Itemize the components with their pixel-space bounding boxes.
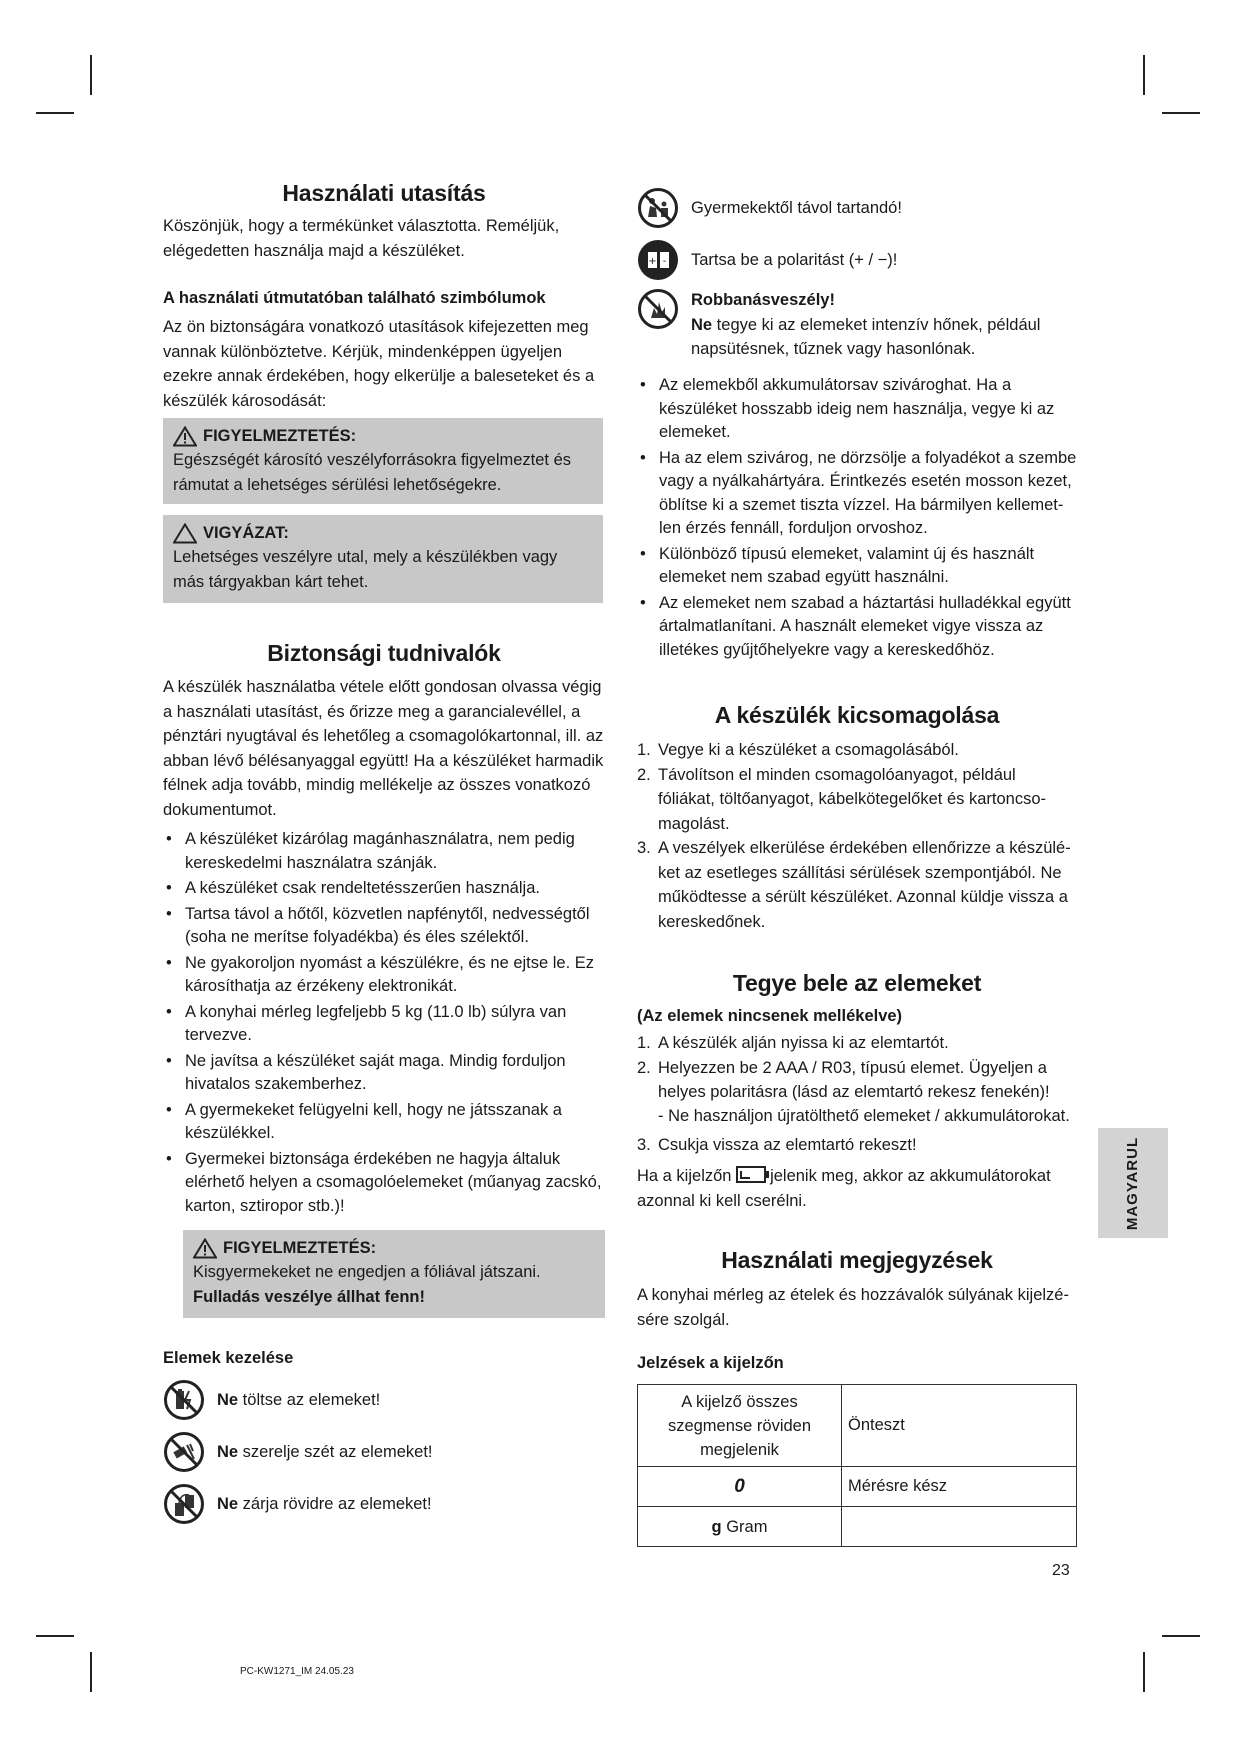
table-row	[638, 1385, 1077, 1467]
svg-text:+: +	[648, 256, 657, 267]
battery-icon-row	[163, 1378, 605, 1422]
list-item: • Ne javítsa a készüléket saját maga. Mindig forduljon hivatalos szakemberhez.	[163, 1050, 605, 1097]
table-cell: Mérésre kész	[842, 1467, 1077, 1507]
notes-title: Használati megjegyzések	[721, 1247, 993, 1273]
warning-triangle-icon	[173, 426, 197, 447]
warning-box-head	[173, 424, 593, 448]
caution-box-label: VIGYÁZAT:	[203, 524, 289, 542]
warning-box	[163, 418, 603, 504]
list-item: • Ne gyakoroljon nyomást a készülékre, és ne ejtse le. Ez károsíthatja az érzékeny elektronikát.	[163, 952, 605, 999]
battery-bullet-list	[637, 374, 1077, 664]
caution-triangle-icon	[173, 523, 197, 544]
list-item: • A készüléket kizárólag magánhasználatra, nem pedig kereskedelmi használatra szánják.	[163, 828, 605, 875]
list-item: • Az elemeket nem szabad a háztartási hulladékkal együtt ártalmatlanítani. A használt elemeket vigye vissza az illetékes gyűjtőhelyekre vagy a kereskedőhöz.	[637, 592, 1077, 663]
explosion-text-block	[691, 288, 1077, 362]
no-short-circuit-icon	[163, 1483, 205, 1525]
insert-step-3	[637, 1133, 1077, 1158]
battery-icon-row	[163, 1430, 605, 1474]
explosion-row	[637, 288, 1077, 362]
unpack-steps	[637, 738, 1077, 934]
low-battery-text: Ha a kijelzőn jelenik meg, akkor az akkumulátorokat azonnal ki kell cserélni.	[637, 1167, 1051, 1210]
list-item: • Tartsa távol a hőtől, közvetlen napfénytől, nedvességtől (soha ne merítse folyadékba) és éles szélektől.	[163, 903, 605, 950]
crop-mark	[1162, 112, 1200, 114]
table-cell	[842, 1507, 1077, 1547]
polarity-icon	[637, 239, 679, 281]
polarity-icon-row	[637, 238, 897, 282]
notes-text: A konyhai mérleg az ételek és hozzávalók súlyának kijelzé-sére szolgál.	[637, 1286, 1069, 1329]
list-item: • Az elemekből akkumulátorsav szivároghat. Ha a készüléket hosszabb ideig nem használja, vegye ki az elemeket.	[637, 374, 1077, 445]
crop-mark	[1143, 55, 1145, 95]
svg-text:-: -	[662, 256, 667, 267]
intro-text: Köszönjük, hogy a termékünket választotta. Reméljük, elégedetten használja majd a készüléket.	[163, 217, 560, 260]
page-number: 23	[1052, 1562, 1070, 1579]
battery-icon-list	[163, 1378, 605, 1526]
warning-triangle-icon	[193, 1238, 217, 1259]
table-cell: 0	[638, 1467, 842, 1507]
battery-icon-row	[163, 1482, 605, 1526]
polarity-text: Tartsa be a polaritást (+ / −)!	[691, 250, 898, 269]
warning-box-2-bold: Fulladás veszélye állhat fenn!	[193, 1287, 425, 1306]
table-row	[638, 1467, 1077, 1507]
crop-mark	[90, 55, 92, 95]
list-item: • Különböző típusú elemeket, valamint új és használt elemeket nem szabad együtt használni.	[637, 543, 1077, 590]
display-heading: Jelzések a kijelzőn	[637, 1354, 784, 1372]
crop-mark	[36, 112, 74, 114]
language-tab-label: MAGYARUL	[1124, 1136, 1142, 1230]
list-item: 2. Helyezzen be 2 AAA / R03, típusú elemet. Ügyeljen a helyes polaritásra (lásd az elemtartó rekesz fenekén)!	[637, 1058, 1050, 1101]
list-item: 1. Vegye ki a készüléket a csomagolásából.	[637, 741, 959, 759]
list-item: 2. Távolítson el minden csomagolóanyagot, például fóliákat, töltőanyagot, kábelkötegelőket és kartoncso-magolást.	[637, 765, 1046, 833]
unpack-title: A készülék kicsomagolása	[714, 702, 1000, 728]
crop-mark	[90, 1652, 92, 1692]
footer-code: PC-KW1271_IM 24.05.23	[240, 1666, 354, 1677]
caution-box-head	[173, 521, 593, 545]
children-text: Gyermekektől távol tartandó!	[691, 198, 902, 217]
page-title: Használati utasítás	[282, 180, 486, 206]
language-tab	[1098, 1128, 1168, 1238]
safety-title: Biztonsági tudnivalók	[267, 640, 501, 666]
table-cell: Önteszt	[842, 1385, 1077, 1467]
symbols-heading: A használati útmutatóban található szimbólumok	[163, 289, 546, 307]
safety-intro: A készülék használatba vétele előtt gondosan olvassa végig a használati utasítást, és őrizze meg a garancialevéllel, a pénztári nyugtával és lehetőleg a csomagolókartonnal, ill. az abban lévő bélésanyaggal együtt! Ha a készüléket harmadik félnek adja tovább, mindig mellékelje az összes vonatkozó dokumentumot.	[163, 678, 604, 819]
safety-bullet-list	[163, 828, 605, 1220]
explosion-heading: Robbanásveszély!	[691, 291, 835, 309]
insert-title: Tegye bele az elemeket	[732, 970, 982, 996]
list-item: • Ha az elem szivárog, ne dörzsölje a folyadékot a szembe vagy a nyálkahártyára. Érintkezés esetén mosson kezet, öblítse ki a szemet tiszta vízzel. Ha bármilyen kellemet-len érzés fennáll, forduljon orvoshoz.	[637, 447, 1077, 541]
low-battery-icon	[736, 1166, 770, 1183]
crop-mark	[36, 1635, 74, 1637]
warning-box-2-text: Kisgyermekeket ne engedjen a fóliával játszani.	[193, 1263, 541, 1281]
children-icon-row	[637, 186, 902, 230]
explosion-text: Ne tegye ki az elemeket intenzív hőnek, például napsütésnek, tűznek vagy hasonlónak.	[691, 315, 1041, 358]
list-item: • A gyermekeket felügyelni kell, hogy ne játsszanak a készülékkel.	[163, 1099, 605, 1146]
caution-box-text: Lehetséges veszélyre utal, mely a készülékben vagy más tárgyakban kárt tehet.	[173, 548, 558, 591]
list-item: 3. Csukja vissza az elemtartó rekeszt!	[637, 1136, 917, 1154]
display-table	[637, 1384, 1077, 1547]
list-item: • A konyhai mérleg legfeljebb 5 kg (11.0 lb) súlyra van tervezve.	[163, 1001, 605, 1048]
warning-box-2-head	[193, 1236, 595, 1260]
table-cell: g Gram	[638, 1507, 842, 1547]
list-item: 1. A készülék alján nyissa ki az elemtartót.	[637, 1034, 949, 1052]
crop-mark	[1162, 1635, 1200, 1637]
insert-steps	[637, 1031, 1077, 1105]
list-item: • A készüléket csak rendeltetésszerűen használja.	[163, 877, 605, 901]
keep-away-children-icon	[637, 187, 679, 229]
battery-heading: Elemek kezelése	[163, 1349, 294, 1367]
caution-box	[163, 515, 603, 603]
battery-icon-text: Ne szerelje szét az elemeket!	[217, 1442, 433, 1461]
warning-box-2-label: FIGYELMEZTETÉS:	[223, 1239, 377, 1257]
insert-note: (Az elemek nincsenek mellékelve)	[637, 1007, 903, 1025]
no-disassemble-icon	[163, 1431, 205, 1473]
no-charge-icon	[163, 1379, 205, 1421]
list-item: 3. A veszélyek elkerülése érdekében ellenőrizze a készülé-ket az esetleges szállítási sérülések szempontjából. Ne működtesse a sérült készüléket. Azonnal küldje vissza a kereskedőnek.	[637, 839, 1071, 931]
battery-icon-text: Ne zárja rövidre az elemeket!	[217, 1494, 432, 1513]
warning-box-2	[183, 1230, 605, 1318]
battery-icon-text: Ne töltse az elemeket!	[217, 1390, 381, 1409]
list-item: • Gyermekei biztonsága érdekében ne hagyja általuk elérhető helyen a csomagolóelemeket (műanyag zacskó, karton, sztiropor stb.)!	[163, 1148, 605, 1219]
table-row	[638, 1507, 1077, 1547]
warning-box-label: FIGYELMEZTETÉS:	[203, 427, 357, 445]
table-cell: A kijelző összes szegmense röviden megjelenik	[638, 1385, 842, 1467]
explosion-icon	[637, 288, 679, 330]
insert-sub-note: - Ne használjon újratölthető elemeket / akkumulátorokat.	[658, 1107, 1070, 1125]
crop-mark	[1143, 1652, 1145, 1692]
warning-box-text: Egészségét károsító veszélyforrásokra figyelmeztet és rámutat a lehetséges sérülési lehetőségekre.	[173, 451, 572, 494]
symbols-text: Az ön biztonságára vonatkozó utasítások kifejezetten meg vannak különböztetve. Kérjük, mindenképpen ügyeljen ezekre annak érdekében, hogy elkerülje a baleseteket és a készülék károsodását:	[163, 318, 595, 410]
